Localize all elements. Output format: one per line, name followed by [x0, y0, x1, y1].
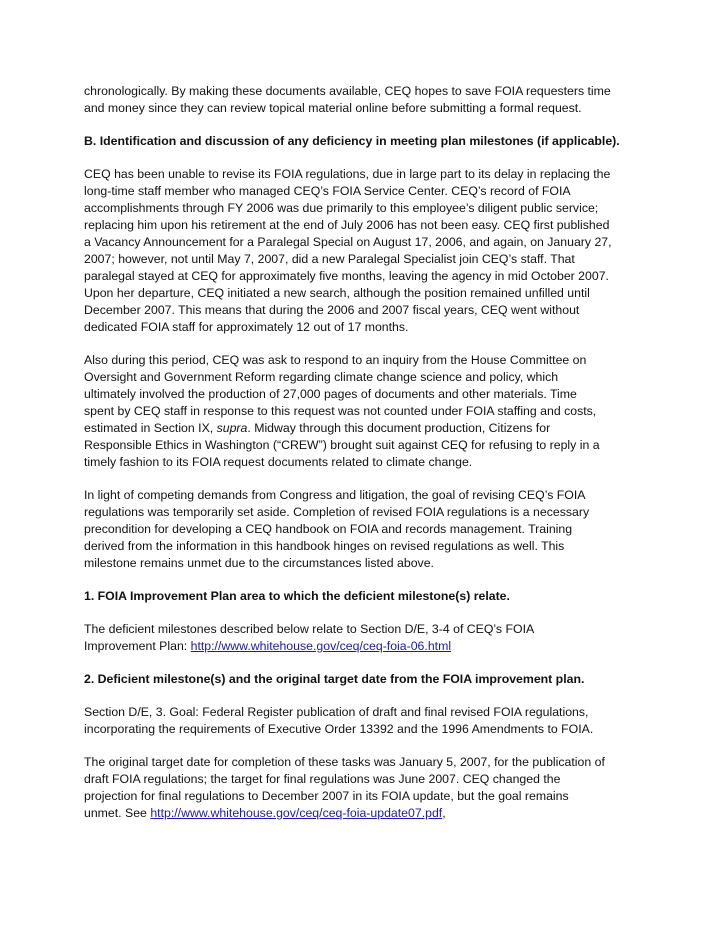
text-line: Section D/E, 3. Goal: Federal Register publication of draft and final revised FOIA regulations, — [84, 705, 589, 719]
heading-text: B. Identification and discussion of any deficiency in meeting plan milestones (if applicable). — [84, 134, 620, 148]
text-line: Also during this period, CEQ was ask to respond to an inquiry from the House Committee on — [84, 353, 587, 367]
text-line: long-time staff member who managed CEQ’s FOIA Service Center. CEQ’s record of FOIA — [84, 184, 571, 198]
paragraph-plan-reference — [84, 621, 650, 655]
text-line: ultimately involved the production of 27,000 pages of documents and other materials. Time — [84, 387, 577, 401]
italic-supra: supra — [216, 421, 248, 435]
text-line: timely fashion to its FOIA request documents related to climate change. — [84, 455, 473, 469]
text-line: Upon her departure, CEQ initiated a new search, although the position remained unfilled until — [84, 286, 590, 300]
text-line: paralegal stayed at CEQ for approximately five months, leaving the agency in mid October 2007. — [84, 269, 609, 283]
document-page — [84, 83, 650, 838]
text-line: The deficient milestones described below relate to Section D/E, 3-4 of CEQ’s FOIA — [84, 622, 535, 636]
text-line: regulations was temporarily set aside. Completion of revised FOIA regulations is a necessary — [84, 505, 590, 519]
text-line: In light of competing demands from Congress and litigation, the goal of revising CEQ’s FOIA — [84, 488, 586, 502]
heading-text: 2. Deficient milestone(s) and the original target date from the FOIA improvement plan. — [84, 672, 585, 686]
text-line: derived from the information in this handbook hinges on revised regulations as well. This — [84, 539, 565, 553]
text-fragment: , — [442, 806, 446, 820]
text-fragment: estimated in Section IX, — [84, 421, 217, 435]
text-line: 2007; however, not until May 7, 2007, did a new Paralegal Specialist join CEQ’s staff. That — [84, 252, 575, 266]
text-line: Oversight and Government Reform regarding climate change science and policy, which — [84, 370, 559, 384]
paragraph-goal — [84, 704, 650, 738]
text-line: a Vacancy Announcement for a Paralegal Special on August 17, 2006, and again, on January 27, — [84, 235, 612, 249]
text-line — [84, 805, 650, 822]
text-line: The original target date for completion of these tasks was January 5, 2007, for the publication of — [84, 755, 605, 769]
text-line: incorporating the requirements of Executive Order 13392 and the 1996 Amendments to FOIA. — [84, 722, 594, 736]
text-fragment: . Midway through this document production, Citizens for — [247, 421, 551, 435]
heading-section-b — [84, 133, 650, 150]
text-line: projection for final regulations to December 2007 in its FOIA update, but the goal remains — [84, 789, 569, 803]
paragraph-staffing — [84, 166, 650, 336]
text-fragment: unmet. See — [84, 806, 151, 820]
heading-section-2 — [84, 671, 650, 688]
text-line: CEQ has been unable to revise its FOIA regulations, due in large part to its delay in replacing the — [84, 167, 611, 181]
link-foia-improvement-plan[interactable]: http://www.whitehouse.gov/ceq/ceq-foia-06.html — [190, 639, 452, 653]
text-line: spent by CEQ staff in response to this request was not counted under FOIA staffing and costs, — [84, 404, 597, 418]
paragraph-target-date — [84, 754, 650, 822]
heading-text: 1. FOIA Improvement Plan area to which the deficient milestone(s) relate. — [84, 589, 510, 603]
text-line: replacing him upon his retirement at the end of July 2006 has not been easy. CEQ first published — [84, 218, 610, 232]
paragraph-competing-demands — [84, 487, 650, 572]
heading-section-1 — [84, 588, 650, 605]
text-line — [84, 638, 650, 655]
text-line: chronologically. By making these documents available, CEQ hopes to save FOIA requesters time — [84, 84, 611, 98]
text-line: milestone remains unmet due to the circumstances listed above. — [84, 556, 434, 570]
text-line: precondition for developing a CEQ handbook on FOIA and records management. Training — [84, 522, 573, 536]
text-fragment: Improvement Plan: — [84, 639, 191, 653]
link-foia-update-07[interactable]: http://www.whitehouse.gov/ceq/ceq-foia-update07.pdf — [150, 806, 443, 820]
text-line: draft FOIA regulations; the target for final regulations was June 2007. CEQ changed the — [84, 772, 561, 786]
text-line: dedicated FOIA staff for approximately 12 out of 17 months. — [84, 320, 409, 334]
text-line: accomplishments through FY 2006 was due primarily to this employee’s diligent public service; — [84, 201, 599, 215]
text-line: Responsible Ethics in Washington (“CREW”) brought suit against CEQ for refusing to reply in a — [84, 438, 600, 452]
text-line: and money since they can review topical material online before submitting a formal request. — [84, 101, 582, 115]
paragraph-house-inquiry — [84, 352, 650, 471]
text-line — [84, 420, 650, 437]
paragraph-intro — [84, 83, 650, 117]
text-line: December 2007. This means that during the 2006 and 2007 fiscal years, CEQ went without — [84, 303, 580, 317]
